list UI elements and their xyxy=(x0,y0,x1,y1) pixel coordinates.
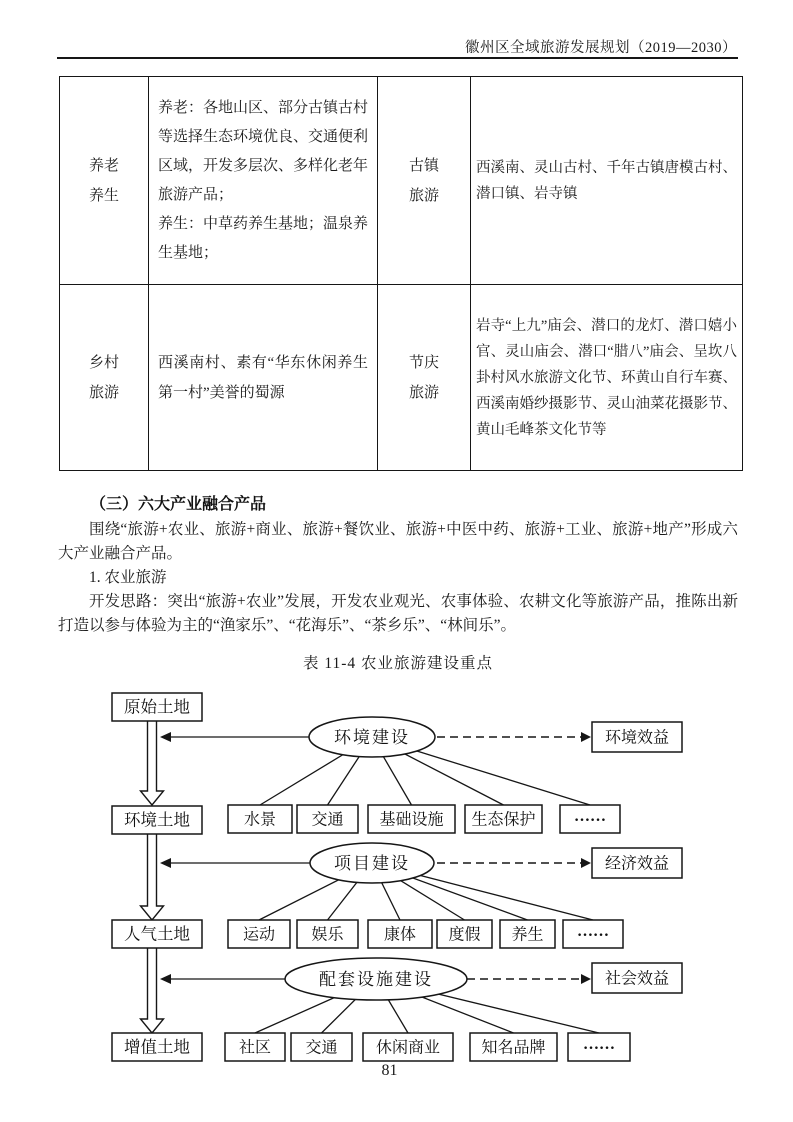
item-label: …… xyxy=(577,923,609,940)
sites-cell xyxy=(471,285,743,471)
body-text xyxy=(58,492,738,676)
stage-label: 环境土地 xyxy=(124,810,190,830)
build-label: 环境建设 xyxy=(334,728,410,747)
header-rule xyxy=(57,57,738,59)
figure-title: 表 11-4 农业旅游建设重点 xyxy=(302,655,494,672)
stage-progress-arrows xyxy=(141,721,164,1033)
sites-text: 西溪南、灵山古村、千年古镇唐模古村、潜口镇、岩寺镇 xyxy=(476,159,737,202)
category-label: 养老养生 xyxy=(88,157,119,204)
item-label: 休闲商业 xyxy=(375,1039,441,1057)
stage-label: 原始土地 xyxy=(124,697,190,717)
product-table xyxy=(59,76,743,471)
item-label: 社区 xyxy=(238,1039,272,1057)
effect-label: 社会效益 xyxy=(604,970,670,988)
build-label: 项目建设 xyxy=(334,854,410,873)
item-label: 水景 xyxy=(243,811,277,829)
description-cell xyxy=(149,77,378,285)
effect-nodes xyxy=(592,722,682,993)
table-row xyxy=(60,285,743,471)
agriculture-tourism-diagram xyxy=(0,685,793,1070)
description-line: 养老：各地山区、部分古镇古村等选择生态环境优良、交通便利区域，开发多层次、多样化老年旅游产品； xyxy=(158,99,369,203)
effect-label: 经济效益 xyxy=(604,855,670,873)
description-line: 西溪南村、素有“华东休闲养生第一村”美誉的蜀源 xyxy=(158,354,368,401)
type-cell xyxy=(378,285,471,471)
item-label: 知名品牌 xyxy=(481,1039,546,1057)
item-label: 交通 xyxy=(305,1039,338,1057)
sites-text: 岩寺“上九”庙会、潜口的龙灯、潜口嬉小官、灵山庙会、潜口“腊八”庙会、呈坎八卦村风水旅游文化节、环黄山自行车赛、西溪南婚纱摄影节、灵山油菜花摄影节、黄山毛峰茶文化节等 xyxy=(476,317,737,438)
item-label: 康体 xyxy=(383,926,417,944)
sites-cell xyxy=(471,77,743,285)
stage-label: 人气土地 xyxy=(124,924,190,944)
stage-label: 增值土地 xyxy=(124,1037,190,1057)
item-label: 养生 xyxy=(511,926,544,944)
environment-item-nodes xyxy=(228,805,620,833)
paragraph: 开发思路：突出“旅游+农业”发展，开发农业观光、农事体验、农耕文化等旅游产品，推陈出新打造以参与体验为主的“渔家乐”、“花海乐”、“茶乡乐”、“林间乐”。 xyxy=(58,593,738,634)
category-cell xyxy=(60,77,149,285)
build-nodes xyxy=(285,717,467,1000)
page-number: 81 xyxy=(381,1062,398,1079)
category-cell xyxy=(60,285,149,471)
section-heading: （三）六大产业融合产品 xyxy=(90,496,267,513)
effect-label: 环境效益 xyxy=(604,729,670,747)
project-item-nodes xyxy=(228,920,623,948)
category-label: 乡村旅游 xyxy=(88,354,119,401)
description-line: 养生：中草药养生基地；温泉养生基地； xyxy=(158,215,369,261)
facility-item-nodes xyxy=(225,1033,630,1061)
type-label: 节庆旅游 xyxy=(408,354,439,401)
item-label: …… xyxy=(574,808,606,825)
list-item: 1. 农业旅游 xyxy=(89,569,167,586)
item-label: 运动 xyxy=(242,926,276,944)
item-label: 度假 xyxy=(448,926,481,944)
item-label: …… xyxy=(583,1036,615,1053)
table-row xyxy=(60,77,743,285)
build-label: 配套设施建设 xyxy=(319,970,433,989)
header-title: 徽州区全域旅游发展规划（2019—2030） xyxy=(465,40,737,56)
item-label: 娱乐 xyxy=(311,926,344,944)
item-label: 交通 xyxy=(311,811,344,829)
item-label: 生态保护 xyxy=(471,811,536,829)
type-cell xyxy=(378,77,471,285)
paragraph: 围绕“旅游+农业、旅游+商业、旅游+餐饮业、旅游+中医中药、旅游+工业、旅游+地产”形成六大产业融合产品。 xyxy=(58,521,738,562)
type-label: 古镇旅游 xyxy=(408,157,439,204)
description-cell xyxy=(149,285,378,471)
item-label: 基础设施 xyxy=(379,811,444,829)
